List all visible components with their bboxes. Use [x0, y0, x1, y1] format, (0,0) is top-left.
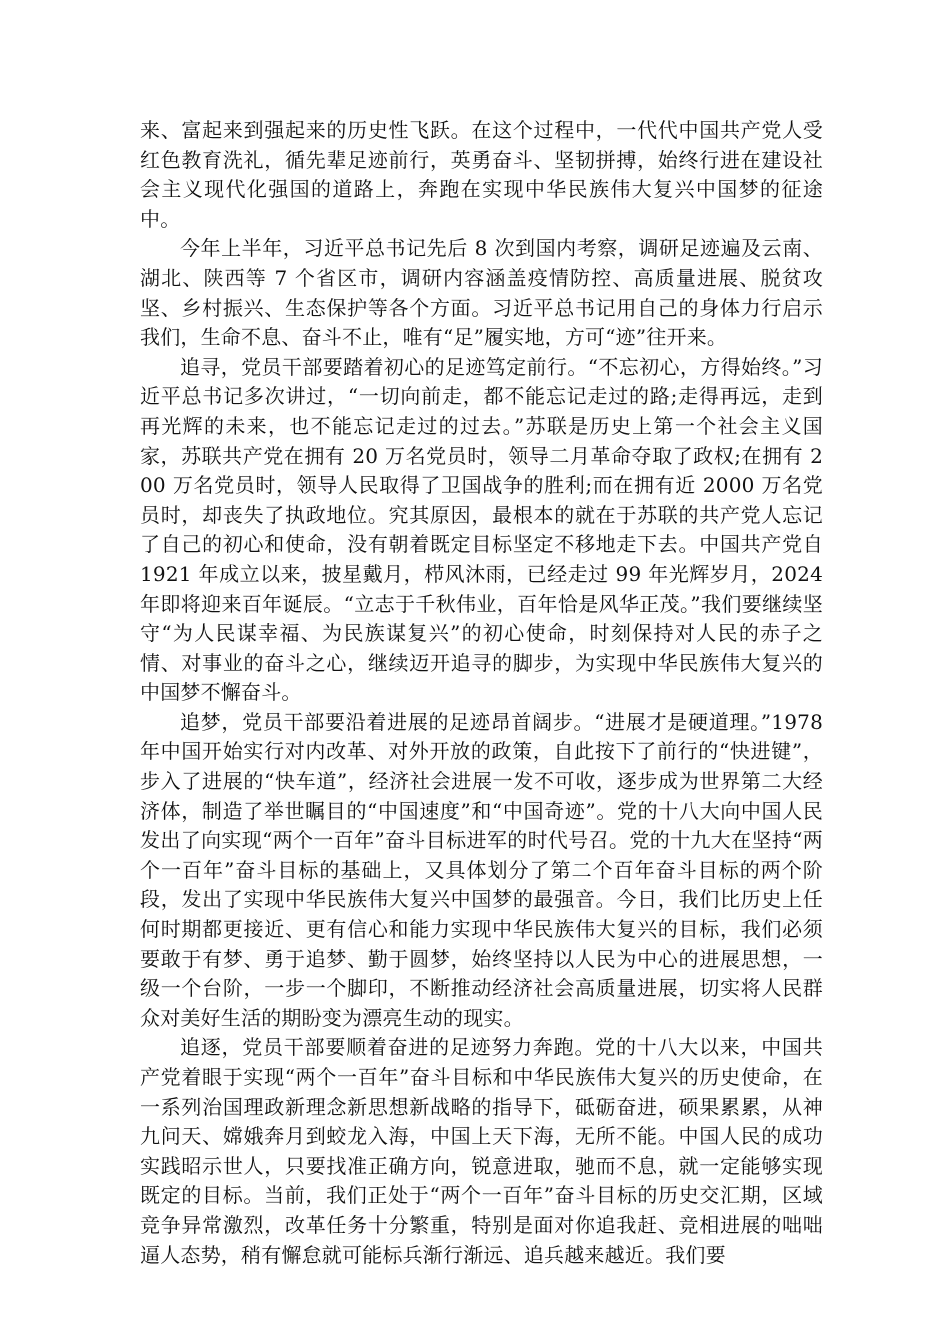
paragraph-pursuit-original-aspiration: 追寻，党员干部要踏着初心的足迹笃定前行。“不忘初心，方得始终。”习近平总书记多次讲过，“一切向前走，都不能忘记走过的路;走得再远，走到再光辉的未来，也不能忘记走过的过去。”苏联是历史上第一个社会主义国家，苏联共产党在拥有 20 万名党员时，领导二月革命夺取了政权;在拥有 200 万名党员时，领导人民取得了卫国战争的胜利;而在拥有近 2000 万名党员时，却丧失了执政地位。究其原因，最根本的就在于苏联的共产党人忘记了自己的初心和使命，没有朝着既定目标坚定不移地走下去。中国共产党自 1921 年成立以来，披星戴月，栉风沐雨，已经走过 99 年光辉岁月，2024 年即将迎来百年诞辰。“立志于千秋伟业，百年恰是风华正茂。”我们要继续坚守“为人民谋幸福、为民族谋复兴”的初心使命，时刻保持对人民的赤子之情、对事业的奋斗之心，继续迈开追寻的脚步，为实现中华民族伟大复兴的中国梦不懈奋斗。 — [140, 354, 823, 705]
paragraph-pursuit-of-dream: 追梦，党员干部要沿着进展的足迹昂首阔步。“进展才是硬道理。”1978 年中国开始实行对内改革、对外开放的政策，自此按下了前行的“快进键”，步入了进展的“快车道”，经济社会进展一发不可收，逐步成为世界第二大经济体，制造了举世瞩目的“中国速度”和“中国奇迹”。党的十八大向中国人民发出了向实现“两个一百年”奋斗目标进军的时代号召。党的十九大在坚持“两个一百年”奋斗目标的基础上，又具体划分了第二个百年奋斗目标的两个阶段，发出了实现中华民族伟大复兴中国梦的最强音。今日，我们比历史上任何时期都更接近、更有信心和能力实现中华民族伟大复兴的目标，我们必须要敢于有梦、勇于追梦、勤于圆梦，始终坚持以人民为中心的进展思想，一级一个台阶，一步一个脚印，不断推动经济社会高质量进展，切实将人民群众对美好生活的期盼变为漂亮生动的现实。 — [140, 709, 823, 1030]
paragraph-continuation: 来、富起来到强起来的历史性飞跃。在这个过程中，一代代中国共产党人受红色教育洗礼，循先辈足迹前行，英勇奋斗、坚韧拼搏，始终行进在建设社会主义现代化强国的道路上，奔跑在实现中华民族伟大复兴中国梦的征途中。 — [140, 118, 823, 231]
paragraph-pursuit-forward: 追逐，党员干部要顺着奋进的足迹努力奔跑。党的十八大以来，中国共产党着眼于实现“两个一百年”奋斗目标和中华民族伟大复兴的历史使命，在一系列治国理政新理念新思想新战略的指导下，砥砺奋进，硕果累累，从神九问天、嫦娥奔月到蛟龙入海，中国上天下海，无所不能。中国人民的成功实践昭示世人，只要找准正确方向，锐意进取，驰而不息，就一定能够实现既定的目标。当前，我们正处于“两个一百年”奋斗目标的历史交汇期，区域竞争异常激烈，改革任务十分繁重，特别是面对你追我赶、竞相进展的咄咄逼人态势，稍有懈怠就可能标兵渐行渐远、追兵越来越近。我们要 — [140, 1035, 823, 1267]
paragraph-inspection-tours: 今年上半年，习近平总书记先后 8 次到国内考察，调研足迹遍及云南、湖北、陕西等 7 个省区市，调研内容涵盖疫情防控、高质量进展、脱贫攻坚、乡村振兴、生态保护等各个方面。习近平总书记用自己的身体力行启示我们，生命不息、奋斗不止，唯有“足”履实地，方可“迹”往开来。 — [140, 236, 823, 350]
document-body — [140, 116, 823, 1270]
